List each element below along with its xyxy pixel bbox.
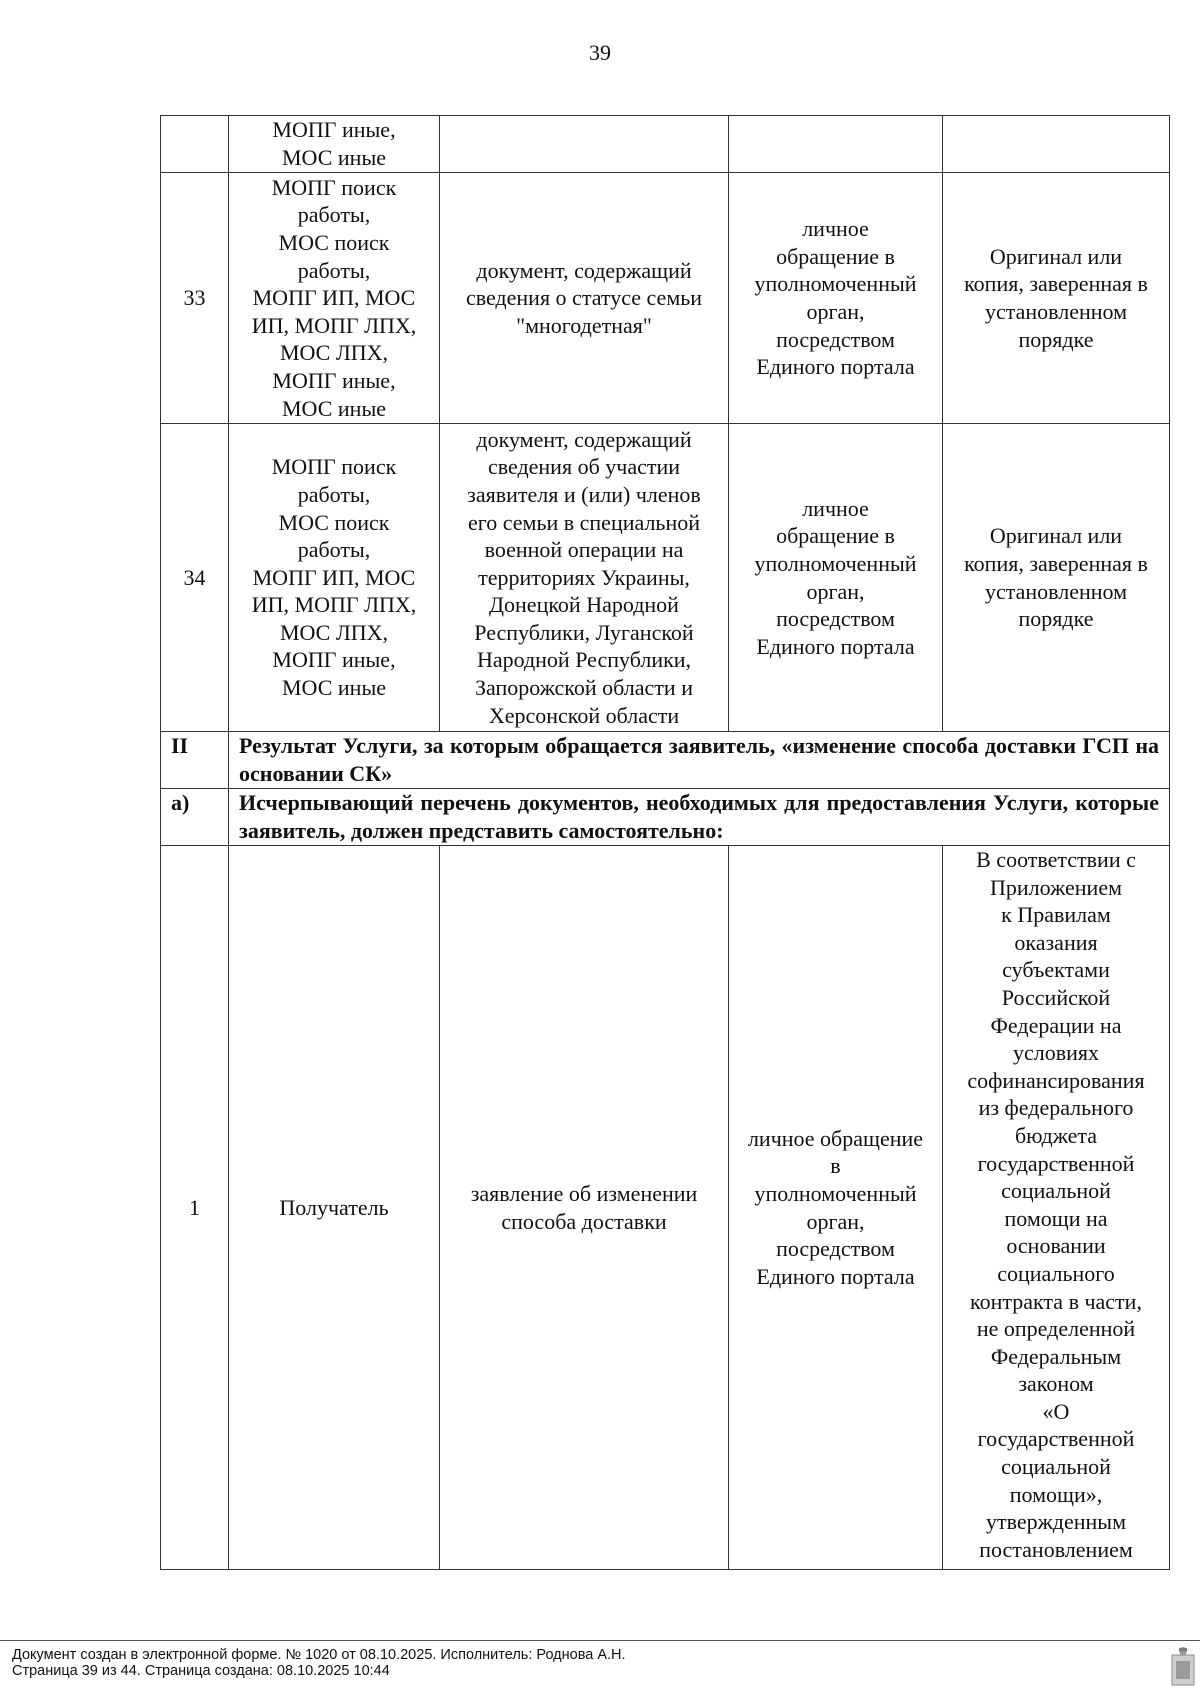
subsection-title: Исчерпывающий перечень документов, необходимых для предоставления Услуги, которые заявитель, должен представить самостоятельно: (229, 789, 1170, 846)
table-row (161, 424, 1170, 732)
footer-divider (0, 1640, 1200, 1641)
submission-method (729, 116, 943, 173)
footer-line-page: Страница 39 из 44. Страница создана: 08.10.2025 10:44 (12, 1663, 390, 1679)
table-row (161, 116, 1170, 173)
footer (12, 1647, 626, 1679)
subsection-row (161, 789, 1170, 846)
page-number: 39 (589, 40, 611, 65)
document-form: Оригинал или копия, заверенная в установленном порядке (943, 424, 1170, 732)
applicant-category: МОПГ иные, МОС иные (229, 116, 440, 173)
documents-table (160, 115, 1170, 1570)
applicant-category: МОПГ поиск работы, МОС поиск работы, МОПГ ИП, МОС ИП, МОПГ ЛПХ, МОС ЛПХ, МОПГ иные, МОС иные (229, 424, 440, 732)
applicant-category: МОПГ поиск работы, МОС поиск работы, МОПГ ИП, МОС ИП, МОПГ ЛПХ, МОС ЛПХ, МОПГ иные, МОС иные (229, 173, 440, 424)
document-form (943, 116, 1170, 173)
document-name: документ, содержащий сведения о статусе семьи "многодетная" (440, 173, 729, 424)
document-form: Оригинал или копия, заверенная в установленном порядке (943, 173, 1170, 424)
section-number: II (161, 732, 229, 789)
document-name: документ, содержащий сведения об участии заявителя и (или) членов его семьи в специальной военной операции на территориях Украины, Донецкой Народной Республики, Луганской Народной Республики, Запорожской области и Херсонской области (440, 424, 729, 732)
row-number: 34 (161, 424, 229, 732)
table-row (161, 173, 1170, 424)
document-form: В соответствии с Приложением к Правилам оказания субъектами Российской Федерации на условиях софинансирования из федерального бюджета государственной социальной помощи на основании социального контракта в части, не определенной Федеральным законом «О государственной социальной помощи», утвержденным постановлением (943, 846, 1170, 1570)
row-number (161, 116, 229, 173)
subsection-number: а) (161, 789, 229, 846)
coat-of-arms-icon (1170, 1645, 1196, 1687)
applicant-category: Получатель (229, 846, 440, 1570)
section-title: Результат Услуги, за которым обращается заявитель, «изменение способа доставки ГСП на основании СК» (229, 732, 1170, 789)
footer-line-document: Документ создан в электронной форме. № 1020 от 08.10.2025. Исполнитель: Роднова А.Н. (12, 1647, 626, 1663)
table-row (161, 846, 1170, 1570)
submission-method: личное обращение в уполномоченный орган, посредством Единого портала (729, 424, 943, 732)
document-name: заявление об изменении способа доставки (440, 846, 729, 1570)
document-name (440, 116, 729, 173)
row-number: 33 (161, 173, 229, 424)
submission-method: личное обращение в уполномоченный орган, посредством Единого портала (729, 846, 943, 1570)
row-number: 1 (161, 846, 229, 1570)
submission-method: личное обращение в уполномоченный орган, посредством Единого портала (729, 173, 943, 424)
section-row (161, 732, 1170, 789)
